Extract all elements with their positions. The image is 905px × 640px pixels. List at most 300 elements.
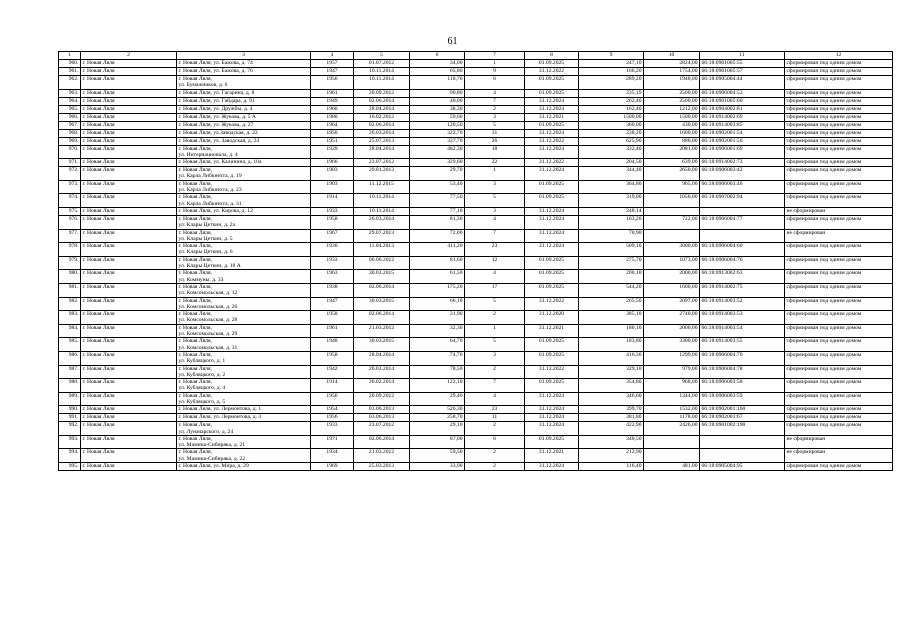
cell-inclusion-date: 26.03.2014: [354, 129, 410, 137]
cell-land-status: сформирован под одним домом: [785, 392, 893, 406]
cell-inclusion-date: 20.09.2012: [354, 392, 410, 406]
cell-living-area: 289,20: [579, 76, 644, 90]
cell-area: 122,10: [410, 379, 465, 393]
cell-area: 31,90: [410, 311, 465, 325]
cell-resettlement-date: 01.09.2025: [525, 270, 579, 284]
cell-address: г. Новая Ляля, ул. Бажова, д. 74: [177, 60, 311, 68]
cell-area: 38,30: [410, 105, 465, 113]
column-header-8: 8: [525, 52, 579, 60]
cell-land-area: 3000,00: [644, 243, 700, 257]
cell-row-number: 960.: [59, 60, 81, 68]
cell-land-status: сформирован под одним домом: [785, 297, 893, 311]
cell-address: г. Новая Ляля, ул. Коммуны, д. 33: [177, 270, 311, 284]
cell-residents-count: 2: [465, 365, 525, 379]
cell-land-status: не сформирован: [785, 435, 893, 449]
cell-settlement: г. Новая Ляля: [81, 338, 177, 352]
cell-living-area: 381,80: [579, 414, 644, 422]
cell-row-number: 961.: [59, 68, 81, 76]
cell-residents-count: 6: [465, 435, 525, 449]
cell-settlement: г. Новая Ляля: [81, 283, 177, 297]
table-row: [59, 129, 893, 137]
cell-resettlement-date: 01.09.2025: [525, 194, 579, 208]
cell-address: г. Новая Ляля, ул. Заводская, д. 24: [177, 137, 311, 145]
cell-area: 337,70: [410, 137, 465, 145]
cell-area: 90,80: [410, 89, 465, 97]
cell-row-number: 990.: [59, 406, 81, 414]
cell-living-area: 346,60: [579, 392, 644, 406]
cell-address: г. Новая Ляля, ул. Кирова, д. 12: [177, 207, 311, 215]
cell-land-area: 1600,00: [644, 283, 700, 297]
cell-land-area: [644, 435, 700, 449]
cell-settlement: г. Новая Ляля: [81, 297, 177, 311]
cell-land-area: 1344,00: [644, 392, 700, 406]
cell-resettlement-date: 01.09.2025: [525, 89, 579, 97]
cell-settlement: г. Новая Ляля: [81, 145, 177, 159]
cell-living-area: 344,40: [579, 167, 644, 181]
cell-inclusion-date: 23.07.2012: [354, 422, 410, 436]
cell-living-area: 212,90: [579, 449, 644, 463]
cell-cadastral-number: 66:18:0914003:55: [700, 338, 785, 352]
cell-living-area: 399,70: [579, 406, 644, 414]
cell-land-status: сформирован под одним домом: [785, 121, 893, 129]
cell-cadastral-number: 66:18:0901002:190: [700, 422, 785, 436]
cell-land-status: сформирован под одним домом: [785, 351, 893, 365]
cell-residents-count: 3: [465, 180, 525, 194]
cell-land-area: 2500,00: [644, 89, 700, 97]
cell-address: г. Новая Ляля, ул. Калинина, д. 10а: [177, 159, 311, 167]
cell-land-area: 1532,00: [644, 406, 700, 414]
cell-settlement: г. Новая Ляля: [81, 351, 177, 365]
cell-area: 53,40: [410, 180, 465, 194]
cell-settlement: г. Новая Ляля: [81, 435, 177, 449]
column-header-9: 9: [579, 52, 644, 60]
cell-row-number: 986.: [59, 351, 81, 365]
cell-land-area: 968,00: [644, 379, 700, 393]
cell-inclusion-date: 28.04.2014: [354, 351, 410, 365]
cell-area: 120,50: [410, 121, 465, 129]
cell-land-status: сформирован под одним домом: [785, 270, 893, 284]
cell-address: г. Новая Ляля, ул. Кубляцкого, д. 4: [177, 379, 311, 393]
cell-land-area: 1056,00: [644, 194, 700, 208]
cell-land-status: сформирован под одним домом: [785, 243, 893, 257]
cell-row-number: 969.: [59, 137, 81, 145]
cell-area: 526,30: [410, 406, 465, 414]
cell-living-area: 360,00: [579, 121, 644, 129]
cell-residents-count: 7: [465, 379, 525, 393]
cell-land-area: 1600,00: [644, 129, 700, 137]
cell-settlement: г. Новая Ляля: [81, 97, 177, 105]
cell-address: г. Новая Ляля, ул. Кубляцкого, д. 2: [177, 365, 311, 379]
cell-row-number: 980.: [59, 270, 81, 284]
cell-area: 411,20: [410, 243, 465, 257]
cell-residents-count: 5: [465, 194, 525, 208]
cell-construction-year: 1971: [311, 435, 354, 449]
column-header-3: 3: [177, 52, 311, 60]
cell-cadastral-number: 66:18:0906004:53: [700, 89, 785, 97]
cell-construction-year: 1951: [311, 137, 354, 145]
cell-address: г. Новая Ляля, ул. Клары Цеткин, д. 2а: [177, 215, 311, 229]
cell-area: 87,00: [410, 435, 465, 449]
cell-residents-count: 2: [465, 463, 525, 471]
table-row: [59, 243, 893, 257]
cell-land-area: 1212,00: [644, 105, 700, 113]
cell-inclusion-date: 11.04.2013: [354, 243, 410, 257]
cell-settlement: г. Новая Ляля: [81, 270, 177, 284]
cell-cadastral-number: 66:18:0906003:59: [700, 392, 785, 406]
cell-inclusion-date: 26.02.2014: [354, 379, 410, 393]
cell-address: г. Новая Ляля, ул. Мамина-Сибиряка, д. 21: [177, 435, 311, 449]
cell-construction-year: 1954: [311, 406, 354, 414]
table-row: [59, 256, 893, 270]
cell-residents-count: 5: [465, 338, 525, 352]
cell-cadastral-number: 66:18:0906001:69: [700, 145, 785, 159]
cell-cadastral-number: 66:18:0914002:69: [700, 113, 785, 121]
cell-land-area: 2097,00: [644, 297, 700, 311]
cell-resettlement-date: 01.09.2025: [525, 435, 579, 449]
cell-inclusion-date: 06.06.2012: [354, 256, 410, 270]
cell-construction-year: 1948: [311, 338, 354, 352]
table-row: [59, 229, 893, 243]
cell-resettlement-date: 31.12.2021: [525, 449, 579, 463]
table-row: [59, 422, 893, 436]
cell-residents-count: 26: [465, 137, 525, 145]
table-row: [59, 215, 893, 229]
cell-cadastral-number: 66:18:0913002:63: [700, 270, 785, 284]
cell-address: г. Новая Ляля, ул. Карла Либкнехта, д. 23: [177, 180, 311, 194]
column-header-12: 12: [785, 52, 893, 60]
cell-resettlement-date: 31.12.2024: [525, 422, 579, 436]
cell-row-number: 995.: [59, 463, 81, 471]
cell-area: 118,70: [410, 76, 465, 90]
cell-inclusion-date: 26.03.2014: [354, 365, 410, 379]
cell-address: г. Новая Ляля, ул. Клары Цеткин, д. 18 А: [177, 256, 311, 270]
cell-row-number: 987.: [59, 365, 81, 379]
column-header-2: 2: [81, 52, 177, 60]
cell-living-area: 116,40: [579, 463, 644, 471]
cell-settlement: г. Новая Ляля: [81, 463, 177, 471]
cell-row-number: 991.: [59, 414, 81, 422]
cell-resettlement-date: 31.12.2022: [525, 159, 579, 167]
cell-construction-year: 1967: [311, 229, 354, 243]
cell-land-status: сформирован под одним домом: [785, 89, 893, 97]
cell-residents-count: 6: [465, 76, 525, 90]
cell-address: г. Новая Ляля, ул. Интернационала, д. 4: [177, 145, 311, 159]
cell-construction-year: 1947: [311, 297, 354, 311]
cell-address: г. Новая Ляля, ул. Гагарина, д. 8: [177, 89, 311, 97]
cell-settlement: г. Новая Ляля: [81, 379, 177, 393]
cell-settlement: г. Новая Ляля: [81, 256, 177, 270]
cell-inclusion-date: 02.06.2014: [354, 97, 410, 105]
cell-area: 32,30: [410, 324, 465, 338]
cell-row-number: 966.: [59, 113, 81, 121]
cell-area: 29,10: [410, 422, 465, 436]
cell-land-status: сформирован под одним домом: [785, 105, 893, 113]
cell-area: 29,40: [410, 392, 465, 406]
cell-resettlement-date: 31.12.2024: [525, 463, 579, 471]
cell-address: г. Новая Ляля, ул. Комсомольская, д. 31: [177, 338, 311, 352]
cell-cadastral-number: 66:18:0902001:54: [700, 129, 785, 137]
column-header-1: 1: [59, 52, 81, 60]
cell-inclusion-date: 23.07.2012: [354, 159, 410, 167]
cell-construction-year: 1930: [311, 243, 354, 257]
cell-living-area: 509,10: [579, 243, 644, 257]
cell-cadastral-number: 66:18:0906004:60: [700, 243, 785, 257]
cell-inclusion-date: 29.07.2013: [354, 229, 410, 243]
table-row: [59, 392, 893, 406]
cell-residents-count: 1: [465, 60, 525, 68]
cell-land-area: 1754,00: [644, 68, 700, 76]
cell-residents-count: 1: [465, 324, 525, 338]
cell-living-area: 544,20: [579, 283, 644, 297]
cell-cadastral-number: 66:18:0906004:76: [700, 256, 785, 270]
cell-address: г. Новая Ляля, ул. Комсомольская, д. 26: [177, 297, 311, 311]
cell-inclusion-date: 30.03.2015: [354, 297, 410, 311]
cell-cadastral-number: 66:18:0906004:77: [700, 215, 785, 229]
cell-construction-year: 1956: [311, 392, 354, 406]
table-row: [59, 463, 893, 471]
cell-resettlement-date: 31.12.2024: [525, 215, 579, 229]
cell-inclusion-date: 02.06.2014: [354, 435, 410, 449]
cell-residents-count: 1: [465, 167, 525, 181]
table-row: [59, 121, 893, 129]
cell-land-status: сформирован под одним домом: [785, 145, 893, 159]
cell-cadastral-number: 66:18:0914003:53: [700, 311, 785, 325]
cell-construction-year: 1914: [311, 379, 354, 393]
cell-area: 29,70: [410, 167, 465, 181]
column-header-5: 5: [354, 52, 410, 60]
cell-area: 40,00: [410, 97, 465, 105]
cell-settlement: г. Новая Ляля: [81, 68, 177, 76]
cell-address: г. Новая Ляля, ул. Комсомольская, д. 12: [177, 283, 311, 297]
cell-inclusion-date: 03.06.2013: [354, 406, 410, 414]
cell-resettlement-date: 31.12.2024: [525, 243, 579, 257]
cell-cadastral-number: 66:18:0906003:58: [700, 379, 785, 393]
cell-row-number: 984.: [59, 324, 81, 338]
cell-row-number: 992.: [59, 422, 81, 436]
cell-living-area: 332,40: [579, 145, 644, 159]
cell-construction-year: 1929: [311, 145, 354, 159]
cell-cadastral-number: [700, 207, 785, 215]
cell-settlement: г. Новая Ляля: [81, 243, 177, 257]
table-row: [59, 180, 893, 194]
cell-land-area: 1948,00: [644, 76, 700, 90]
cell-land-status: сформирован под одним домом: [785, 365, 893, 379]
cell-inclusion-date: 25.07.2013: [354, 137, 410, 145]
cell-cadastral-number: 66:18:0914003:52: [700, 297, 785, 311]
cell-construction-year: 1961: [311, 89, 354, 97]
cell-residents-count: 5: [465, 297, 525, 311]
cell-land-area: 3300,00: [644, 338, 700, 352]
cell-resettlement-date: 01.09.2025: [525, 379, 579, 393]
cell-row-number: 982.: [59, 297, 81, 311]
cell-residents-count: 2: [465, 311, 525, 325]
cell-residents-count: 18: [465, 145, 525, 159]
cell-inclusion-date: 10.11.2014: [354, 76, 410, 90]
cell-living-area: 416,30: [579, 351, 644, 365]
table-row: [59, 270, 893, 284]
cell-address: г. Новая Ляля, ул. Карла Либкнехта, д. 19: [177, 167, 311, 181]
cell-construction-year: 1969: [311, 463, 354, 471]
cell-land-status: сформирован под одним домом: [785, 129, 893, 137]
cell-resettlement-date: 31.12.2021: [525, 324, 579, 338]
table-row: [59, 60, 893, 68]
cell-land-status: не сформирован: [785, 229, 893, 243]
cell-residents-count: 2: [465, 105, 525, 113]
cell-row-number: 977.: [59, 229, 81, 243]
cell-inclusion-date: 02.06.2014: [354, 311, 410, 325]
cell-construction-year: 1934: [311, 449, 354, 463]
cell-row-number: 973.: [59, 180, 81, 194]
cell-resettlement-date: 01.09.2025: [525, 180, 579, 194]
cell-resettlement-date: 31.12.2024: [525, 129, 579, 137]
cell-row-number: 978.: [59, 243, 81, 257]
cell-row-number: 976.: [59, 215, 81, 229]
cell-living-area: 183,80: [579, 338, 644, 352]
cell-resettlement-date: 01.09.2025: [525, 351, 579, 365]
column-header-6: 6: [410, 52, 465, 60]
cell-cadastral-number: 66:18:0914003:85: [700, 121, 785, 129]
table-row: [59, 338, 893, 352]
cell-address: г. Новая Ляля, ул. Бажова, д. 76: [177, 68, 311, 76]
cell-land-status: сформирован под одним домом: [785, 311, 893, 325]
cell-row-number: 967.: [59, 121, 81, 129]
cell-inclusion-date: 28.04.2014: [354, 145, 410, 159]
cell-cadastral-number: 66:18:0906004:70: [700, 351, 785, 365]
cell-construction-year: 1964: [311, 121, 354, 129]
cell-construction-year: 1903: [311, 180, 354, 194]
cell-residents-count: 7: [465, 97, 525, 105]
cell-area: 81,30: [410, 215, 465, 229]
cell-resettlement-date: 31.12.2024: [525, 167, 579, 181]
table-row: [59, 68, 893, 76]
cell-living-area: 329,10: [579, 365, 644, 379]
cell-land-status: не сформирован: [785, 207, 893, 215]
cell-living-area: 235,19: [579, 89, 644, 97]
cell-settlement: г. Новая Ляля: [81, 180, 177, 194]
cell-row-number: 963.: [59, 89, 81, 97]
cell-land-status: сформирован под одним домом: [785, 68, 893, 76]
cell-land-status: не сформирован: [785, 449, 893, 463]
cell-address: г. Новая Ляля, ул. Кубляцкого, д. 5: [177, 392, 311, 406]
cell-resettlement-date: 31.12.2024: [525, 392, 579, 406]
cell-residents-count: 2: [465, 449, 525, 463]
cell-resettlement-date: 31.12.2021: [525, 113, 579, 121]
cell-cadastral-number: 66:18:0914003:54: [700, 324, 785, 338]
table-body: [59, 60, 893, 471]
cell-settlement: г. Новая Ляля: [81, 392, 177, 406]
cell-land-status: сформирован под одним домом: [785, 256, 893, 270]
cell-area: 34,00: [410, 60, 465, 68]
cell-land-area: 2500,00: [644, 97, 700, 105]
cell-address: г. Новая Ляля, ул. Лермонтова, д. 1: [177, 406, 311, 414]
cell-address: г. Новая Ляля, ул. Комсомольская, д. 28: [177, 311, 311, 325]
cell-living-area: 1500,00: [579, 113, 644, 121]
cell-address: г. Новая Ляля, ул. Кубляцкого, д. 1: [177, 351, 311, 365]
cell-living-area: 248,14: [579, 207, 644, 215]
cell-construction-year: 1938: [311, 283, 354, 297]
cell-living-area: 319,00: [579, 194, 644, 208]
cell-residents-count: 3: [465, 351, 525, 365]
cell-land-area: 2426,00: [644, 422, 700, 436]
cell-land-status: сформирован под одним домом: [785, 283, 893, 297]
cell-settlement: г. Новая Ляля: [81, 406, 177, 414]
cell-residents-count: 4: [465, 270, 525, 284]
cell-construction-year: 1966: [311, 159, 354, 167]
cell-settlement: г. Новая Ляля: [81, 129, 177, 137]
table-row: [59, 414, 893, 422]
cell-construction-year: 1963: [311, 270, 354, 284]
table-row: [59, 89, 893, 97]
cell-resettlement-date: 31.12.2024: [525, 97, 579, 105]
cell-address: г. Новая Ляля, ул.Заводская, д. 22: [177, 129, 311, 137]
cell-area: 77,50: [410, 194, 465, 208]
cell-row-number: 968.: [59, 129, 81, 137]
cell-living-area: 180,10: [579, 324, 644, 338]
cell-residents-count: 9: [465, 68, 525, 76]
cell-construction-year: 1961: [311, 324, 354, 338]
cell-land-area: [644, 207, 700, 215]
cell-living-area: 238,20: [579, 129, 644, 137]
cell-address: г. Новая Ляля, ул. Клары Цеткин, д. 5: [177, 229, 311, 243]
cell-settlement: г. Новая Ляля: [81, 449, 177, 463]
cell-cadastral-number: 66:18:0904002:81: [700, 105, 785, 113]
cell-address: г. Новая Ляля, ул. Лермонтова, д. 3: [177, 414, 311, 422]
cell-settlement: г. Новая Ляля: [81, 311, 177, 325]
cell-land-area: 1299,00: [644, 351, 700, 365]
cell-living-area: 200,10: [579, 270, 644, 284]
cell-land-status: сформирован под одним домом: [785, 159, 893, 167]
cell-construction-year: 1980: [311, 113, 354, 121]
cell-land-area: 886,00: [644, 137, 700, 145]
cell-area: 322,70: [410, 129, 465, 137]
cell-residents-count: 22: [465, 159, 525, 167]
cell-area: 78,50: [410, 365, 465, 379]
cell-settlement: г. Новая Ляля: [81, 215, 177, 229]
cell-land-status: сформирован под одним домом: [785, 180, 893, 194]
cell-living-area: 265,50: [579, 297, 644, 311]
cell-land-status: сформирован под одним домом: [785, 194, 893, 208]
cell-living-area: 162,40: [579, 105, 644, 113]
cell-address: г. Новая Ляля, ул. Клары Цеткин, д. 6: [177, 243, 311, 257]
cell-land-status: сформирован под одним домом: [785, 463, 893, 471]
cell-settlement: г. Новая Ляля: [81, 229, 177, 243]
cell-living-area: 275,70: [579, 256, 644, 270]
table-row: [59, 365, 893, 379]
cell-row-number: 988.: [59, 379, 81, 393]
cell-inclusion-date: 26.03.2014: [354, 215, 410, 229]
cell-land-status: сформирован под одним домом: [785, 167, 893, 181]
cell-inclusion-date: 29.01.2013: [354, 167, 410, 181]
cell-inclusion-date: 25.03.2013: [354, 463, 410, 471]
cell-row-number: 985.: [59, 338, 81, 352]
cell-cadastral-number: [700, 229, 785, 243]
cell-resettlement-date: 01.09.2025: [525, 76, 579, 90]
cell-inclusion-date: 10.11.2014: [354, 68, 410, 76]
cell-row-number: 993.: [59, 435, 81, 449]
table-row: [59, 167, 893, 181]
cell-address: г. Новая Ляля, ул. Мамина-Сибиряка, д. 22: [177, 449, 311, 463]
cell-land-area: [644, 229, 700, 243]
cell-resettlement-date: 31.12.2022: [525, 365, 579, 379]
register-table: [58, 51, 893, 471]
cell-land-status: сформирован под одним домом: [785, 324, 893, 338]
cell-land-area: 1073,00: [644, 256, 700, 270]
table-row: [59, 137, 893, 145]
table-row: [59, 283, 893, 297]
cell-area: 482,30: [410, 145, 465, 159]
cell-resettlement-date: 31.12.2022: [525, 137, 579, 145]
cell-land-status: сформирован под одним домом: [785, 338, 893, 352]
